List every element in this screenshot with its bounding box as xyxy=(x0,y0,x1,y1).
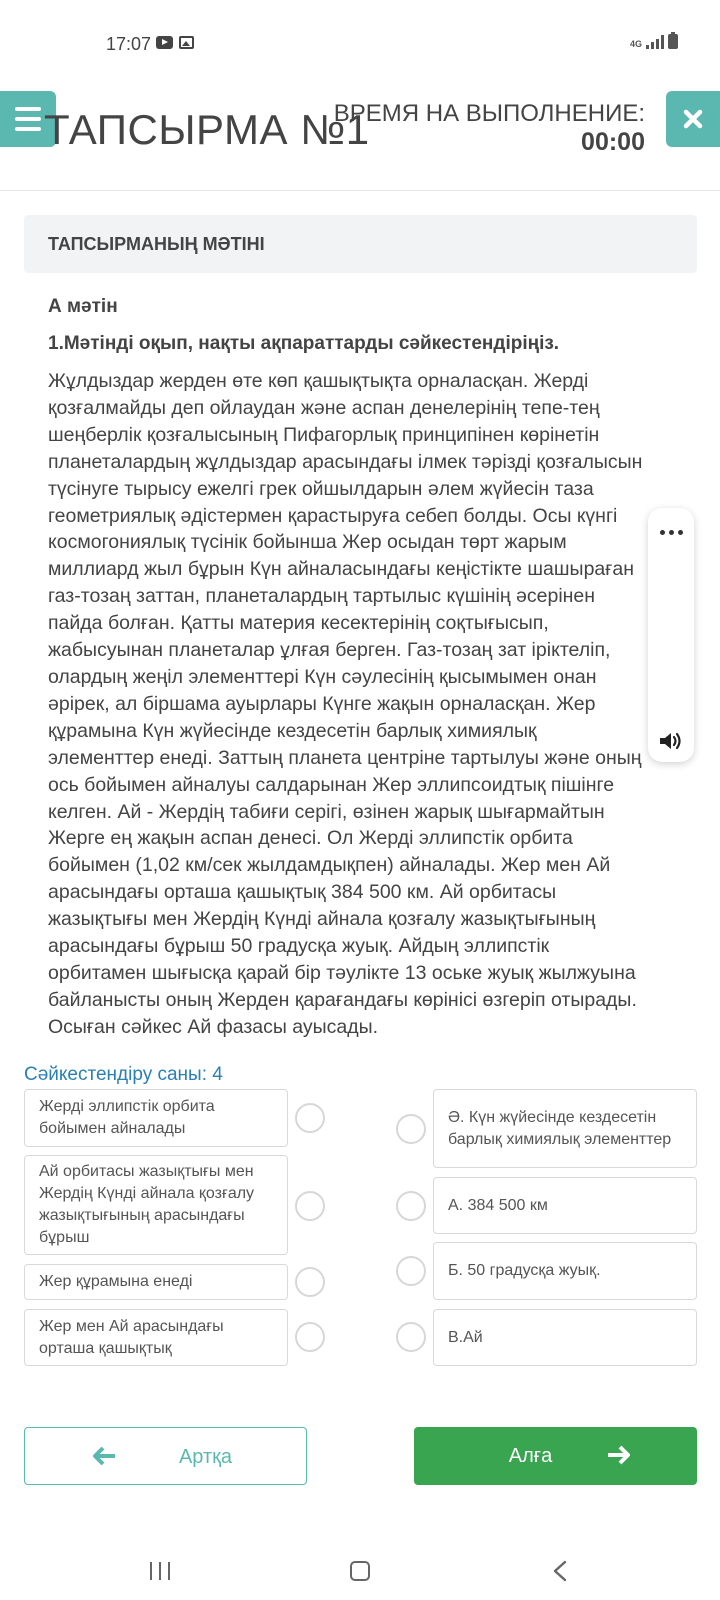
header-divider xyxy=(0,190,720,191)
section-title: ТАПСЫРМАНЫҢ МӘТІНІ xyxy=(48,234,265,254)
side-toolbar xyxy=(648,508,694,762)
right-radio[interactable] xyxy=(396,1114,426,1144)
back-button[interactable] xyxy=(24,1427,307,1485)
section-header xyxy=(24,215,697,273)
status-bar xyxy=(0,0,720,88)
status-icons-left xyxy=(156,36,194,49)
right-radio[interactable] xyxy=(396,1322,426,1352)
timer-label: ВРЕМЯ НА ВЫПОЛНЕНИЕ: xyxy=(333,100,645,127)
right-match-item[interactable]: Ә. Күн жүйесінде кездесетін барлық химиялық элементтер xyxy=(433,1089,697,1168)
back-nav-icon[interactable] xyxy=(552,1560,568,1582)
hamburger-icon-line xyxy=(15,117,41,121)
youtube-icon xyxy=(156,36,173,49)
system-nav-bar xyxy=(0,1540,720,1600)
right-radio[interactable] xyxy=(396,1256,426,1286)
right-match-item[interactable]: В.Ай xyxy=(433,1309,697,1366)
reading-text: Жұлдыздар жерден өте көп қашықтықта орналасқан. Жерді қозғалмайды деп ойлаудан және аспан денелерінің тепе-тең шеңберлік қозғалысының Пифагорлық принципінен көрінетін планеталардың жұлдыздар арасындағы ілмек тәрізді қозғалысын түсінуге тырысу ежелгі грек ойшылдарын әлем жүйесін таза геометриялық әдістермен қарастыруға себеп болды. Осы күнгі космогониялық түсінік бойынша Жер осыдан төрт жарым миллиард жыл бұрын Күн айналасындағы кеңістікте шашыраған газ-тозаң заттан, планеталардың тартылыс күшінің әсерінен пайда болған. Қатты материя кесектерінің соқтығысып, жабысуынан планеталар ұлғая берген. Газ-тозаң зат іріктеліп, олардың жеңіл элементтері Күн сәулесінің қысымымен онан әрірек, ал біршама ауырлары Күнге жақын орналасқан. Жер құрамына Күн жүйесінде кездесетін барлық химиялық элементтер енеді. Заттың планета центріне тартылуы және оның ось бойымен айналуы салдарынан Жер эллипсоидтық пішінге келген. Ай - Жердің табиғи серігі, өзінен жарық шығармайтын Жерге ең жақын аспан денесі. Ол Жерді эллипстік орбита бойымен (1,02 км/сек жылдамдықпен) айналады. Жер мен Ай арасындағы орташа қашықтық 384 500 км. Ай орбитасы жазықтығы мен Жердің Күнді айнала қозғалу жазықтығының арасындағы бұрыш 50 градусқа жуық. Айдың эллипстік орбитамен шығысқа қарай бір тәулікте 13 оське жуық жылжуына байланысты оның Жерден қарағандағы көрінісі өзгеріп отырады. Осыған сәйкес Ай фазасы ауысады. xyxy=(48,370,643,1038)
page-title: ТАПСЫРМА №1 xyxy=(44,106,370,153)
recent-apps-icon[interactable] xyxy=(150,1562,170,1580)
close-button[interactable] xyxy=(666,91,720,147)
right-radio[interactable] xyxy=(396,1191,426,1221)
close-icon xyxy=(682,108,704,130)
left-radio[interactable] xyxy=(295,1267,325,1297)
home-icon[interactable] xyxy=(350,1561,370,1581)
left-match-item[interactable]: Жер мен Ай арасындағы орташа қашықтық xyxy=(24,1309,288,1366)
arrow-right-icon xyxy=(606,1445,630,1465)
instruction: 1.Мәтінді оқып, нақты ақпараттарды сәйкестендіріңіз. xyxy=(48,333,560,354)
left-radio[interactable] xyxy=(295,1103,325,1133)
hamburger-icon-line xyxy=(15,127,41,131)
left-match-item[interactable]: Ай орбитасы жазықтығы мен Жердің Күнді айнала қозғалу жазықтығының арасындағы бұрыш xyxy=(24,1155,288,1255)
next-button-label: Алға xyxy=(508,1445,553,1467)
battery-icon xyxy=(668,34,678,49)
left-radio[interactable] xyxy=(295,1191,325,1221)
left-match-item[interactable]: Жер құрамына енеді xyxy=(24,1264,288,1300)
hamburger-icon-line xyxy=(15,107,41,111)
signal-icon xyxy=(646,35,664,49)
network-type: 4G xyxy=(630,39,643,49)
image-icon xyxy=(179,36,194,49)
match-count: Сәйкестендіру саны: 4 xyxy=(24,1064,223,1085)
right-match-item[interactable]: А. 384 500 км xyxy=(433,1177,697,1234)
text-label: А мәтін xyxy=(48,296,118,317)
more-icon[interactable] xyxy=(648,522,694,542)
status-icons-right xyxy=(630,34,678,49)
speaker-icon[interactable] xyxy=(658,730,684,752)
status-time: 17:07 xyxy=(106,34,152,54)
right-match-item[interactable]: Б. 50 градусқа жуық. xyxy=(433,1242,697,1300)
next-button[interactable] xyxy=(414,1427,697,1485)
timer-value: 00:00 xyxy=(581,128,645,156)
left-match-item[interactable]: Жерді эллипстік орбита бойымен айналады xyxy=(24,1089,288,1147)
left-radio[interactable] xyxy=(295,1322,325,1352)
back-button-label: Артқа xyxy=(178,1446,233,1468)
